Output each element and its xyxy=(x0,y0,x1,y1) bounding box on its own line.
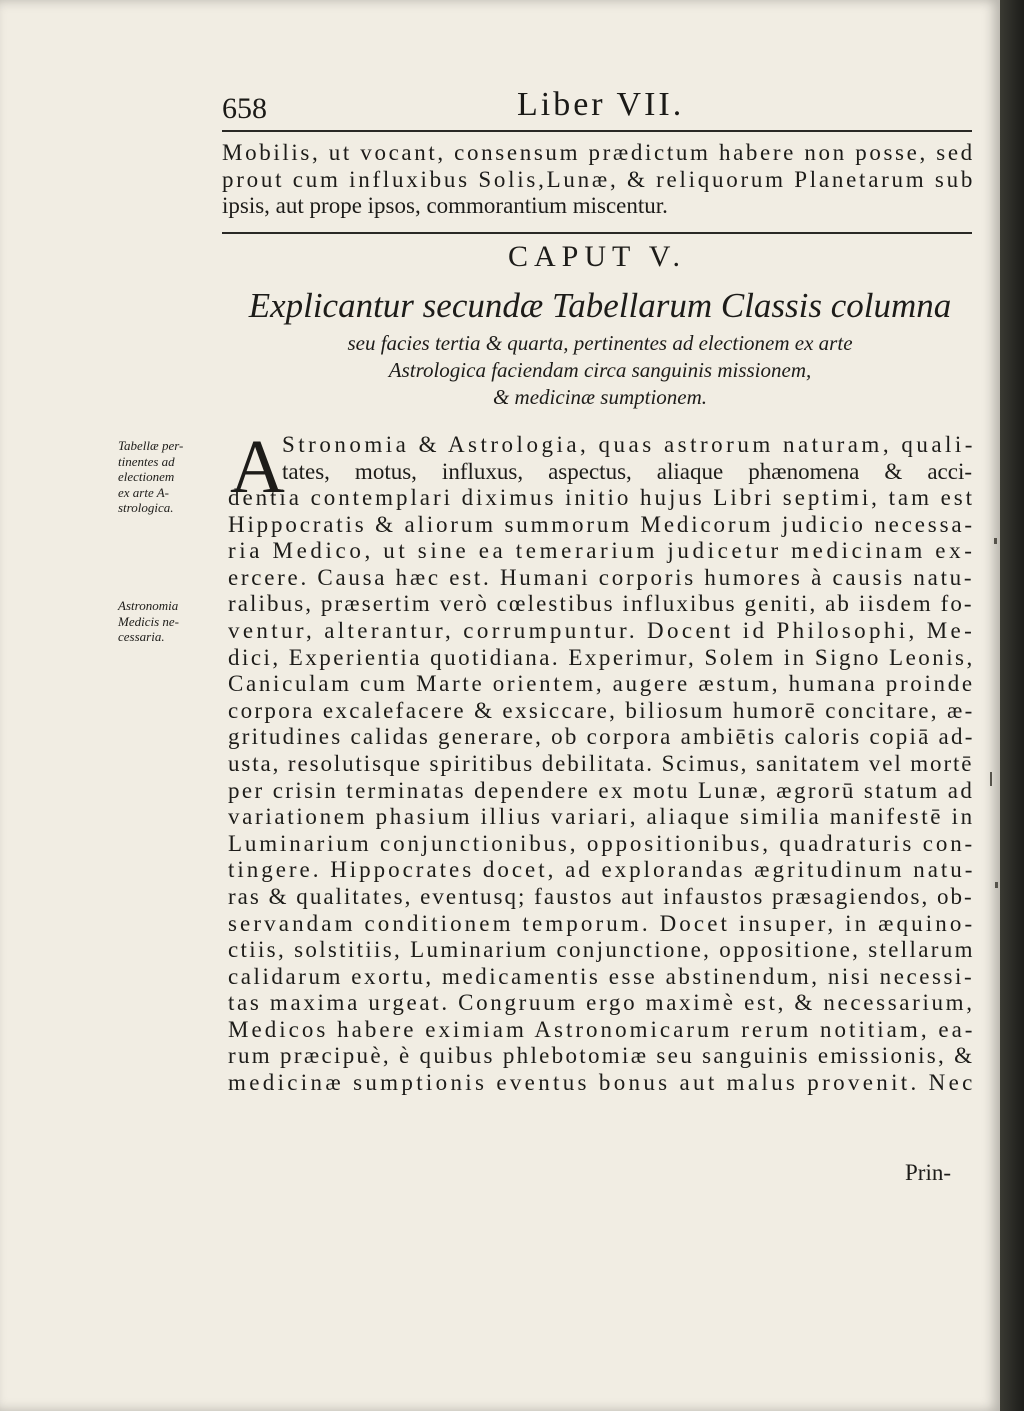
drop-cap: A xyxy=(230,425,285,509)
main-paragraph xyxy=(228,485,976,1097)
chapter-title-sub: Astrologica faciendam circa sanguinis missionem, xyxy=(388,358,812,382)
text-line: medicinæ sumptionis eventus bonus aut malus provenit. Nec xyxy=(228,1070,976,1096)
page-speck xyxy=(994,538,997,544)
header-rule xyxy=(222,130,972,132)
book-binding-edge xyxy=(1000,0,1024,1411)
text-line: Hippocratis & aliorum summorum Medicorum judicio necessa- xyxy=(228,511,975,537)
margin-note-line: cessaria. xyxy=(118,629,165,644)
margin-note-line: electionem xyxy=(118,469,175,484)
text-line: Caniculam cum Marte orientem, augere æstum, humana proinde xyxy=(228,671,975,697)
page-number: 658 xyxy=(222,92,267,125)
chapter-title-sub: seu facies tertia & quarta, pertinentes ad electionem ex arte xyxy=(347,331,853,355)
page-header xyxy=(222,86,972,130)
text-line: ctiis, solstitiis, Luminarium conjunctione, oppositione, stellarum xyxy=(228,937,975,963)
text-line: Mobilis, ut vocant, consensum prædictum habere non posse, sed xyxy=(222,140,975,165)
text-line: gritudines calidas generare, ob corpora ambiētis caloris copiā ad- xyxy=(228,724,975,750)
text-line: rum præcipuè, è quibus phlebotomiæ seu sanguinis emissionis, & xyxy=(228,1043,975,1069)
catchword: Prin- xyxy=(905,1160,951,1185)
margin-note-line: ex arte A- xyxy=(118,484,170,500)
text-line: per crisin terminatas dependere ex motu Lunæ, ægrorū statum ad xyxy=(228,777,975,803)
margin-note-line: Medicis ne- xyxy=(118,613,180,629)
margin-note-line: tinentes ad xyxy=(118,453,175,469)
text-line: tas maxima urgeat. Congruum ergo maximè est, & necessarium, xyxy=(228,990,975,1016)
text-line: tingere. Hippocrates docet, ad explorandas ægritudinum natu- xyxy=(228,857,976,883)
text-line: corpora excalefacere & exsiccare, biliosum humorē concitare, æ- xyxy=(228,697,975,723)
chapter-title xyxy=(210,286,990,411)
text-line: Medicos habere eximiam Astronomicarum rerum notitiam, ea- xyxy=(228,1016,976,1042)
margin-note-line: strologica. xyxy=(118,500,174,515)
text-line: usta, resolutisque spiritibus debilitata. Scimus, sanitatem vel mortē xyxy=(228,750,974,776)
chapter-title-sub: & medicinæ sumptionem. xyxy=(492,385,708,409)
text-line: variationem phasium illius variari, aliaque similia manifestē in xyxy=(228,804,975,830)
main-paragraph-opening xyxy=(282,432,976,485)
margin-note-tables xyxy=(118,438,222,516)
text-line: ria Medico, ut sine ea temerarium judicetur medicinam ex- xyxy=(228,538,976,564)
running-head: Liber VII. xyxy=(517,86,685,123)
chapter-rule xyxy=(222,232,972,234)
text-line: dici, Experientia quotidiana. Experimur, Solem in Signo Leonis, xyxy=(228,644,975,670)
page-speck xyxy=(995,882,998,888)
chapter-heading: CAPUT V. xyxy=(507,240,687,273)
text-line: ercere. Causa hæc est. Humani corporis humores à causis natu- xyxy=(228,564,975,590)
text-line: ras & qualitates, eventusq; faustos aut infaustos præsagiendos, ob- xyxy=(228,883,974,909)
text-line: calidarum exortu, medicamentis esse abstinendum, nisi necessi- xyxy=(228,963,975,989)
text-line: ipsis, aut prope ipsos, commorantium miscentur. xyxy=(222,193,668,219)
text-line: dentia contemplari diximus initio hujus Libri septimi, tam est xyxy=(228,485,976,510)
text-line: Luminarium conjunctionibus, oppositionibus, quadraturis con- xyxy=(228,830,976,856)
text-line: ralibus, præsertim verò cœlestibus influxibus geniti, ab iisdem fo- xyxy=(228,591,974,617)
margin-note-astronomy xyxy=(118,598,222,645)
top-paragraph xyxy=(222,140,976,220)
page-speck xyxy=(990,772,992,786)
text-line: servandam conditionem temporum. Docet insuper, in æquino- xyxy=(228,910,976,936)
text-line: prout cum influxibus Solis,Lunæ, & reliquorum Planetarum sub xyxy=(222,166,976,192)
margin-note-line: Astronomia xyxy=(118,598,179,613)
margin-note-line: Tabellæ per- xyxy=(118,438,184,453)
text-line: tates, motus, influxus, aspectus, aliaque phænomena & acci- xyxy=(282,458,972,484)
chapter-title-main: Explicantur secundæ Tabellarum Classis columna xyxy=(248,286,952,325)
text-line: ventur, alterantur, corrumpuntur. Docent id Philosophi, Me- xyxy=(228,617,976,643)
text-line: Stronomia & Astrologia, quas astrorum naturam, quali- xyxy=(282,432,976,457)
